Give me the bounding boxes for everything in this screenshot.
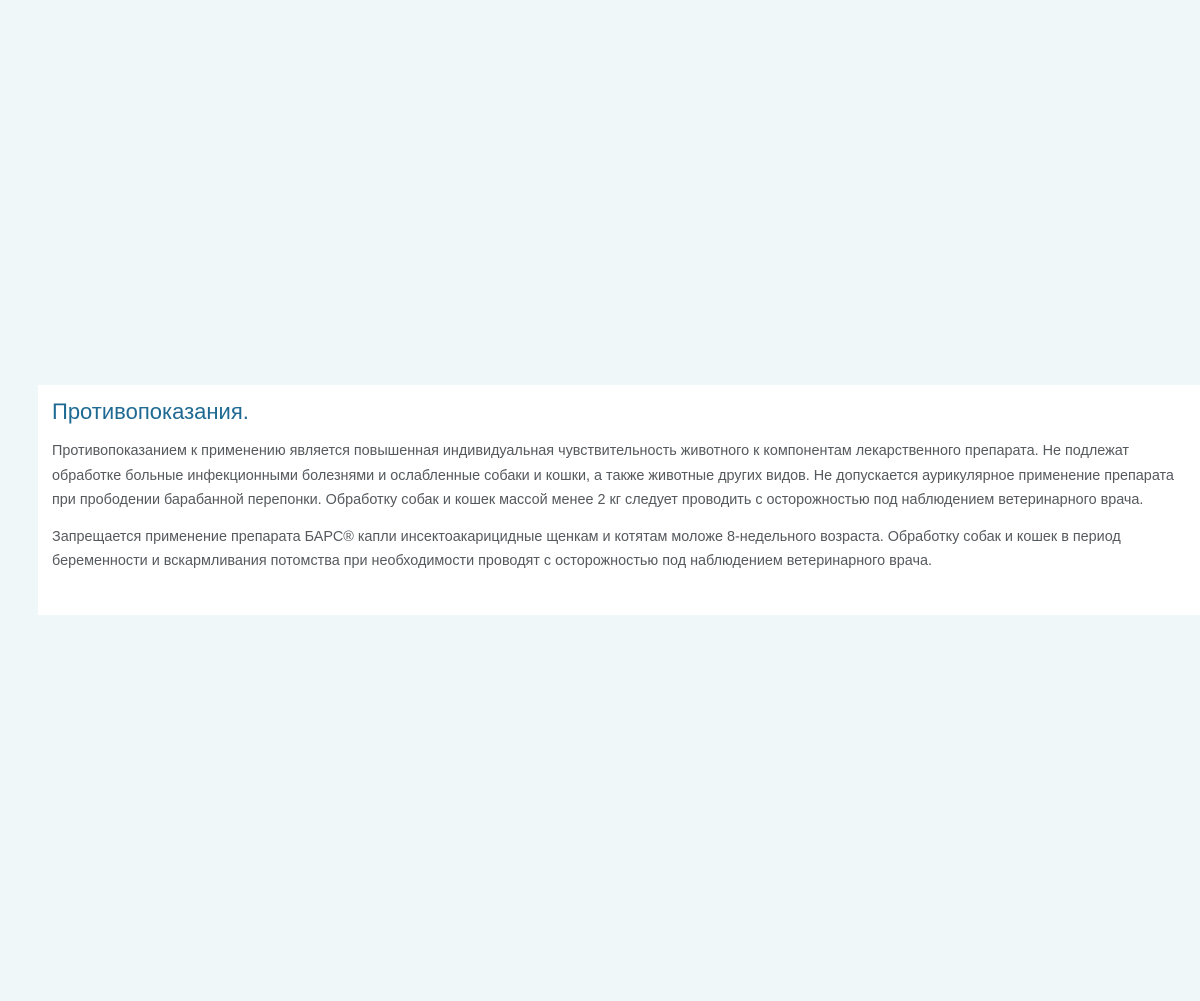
contraindications-section [38,385,1200,615]
paragraph-restrictions: Запрещается применение препарата БАРС® капли инсектоакарицидные щенкам и котятам моложе 8-недельного возраста. Обработку собак и кошек в период беременности и вскармливания потомства при необходимости проводят с осторожностью под наблюдением ветеринарного врача. [52,528,1121,569]
paragraph-contraindications: Противопоказанием к применению является повышенная индивидуальная чувствительность животного к компонентам лекарственного препарата. Не подлежат обработке больные инфекционными болезнями и ослабленные собаки и кошки, а также животные других видов. Не допускается аурикулярное применение препарата при прободении барабанной перепонки. Обработку собак и кошек массой менее 2 кг следует проводить с осторожностью под наблюдением ветеринарного врача. [52,443,1174,508]
section-title: Противопоказания. [52,399,249,424]
